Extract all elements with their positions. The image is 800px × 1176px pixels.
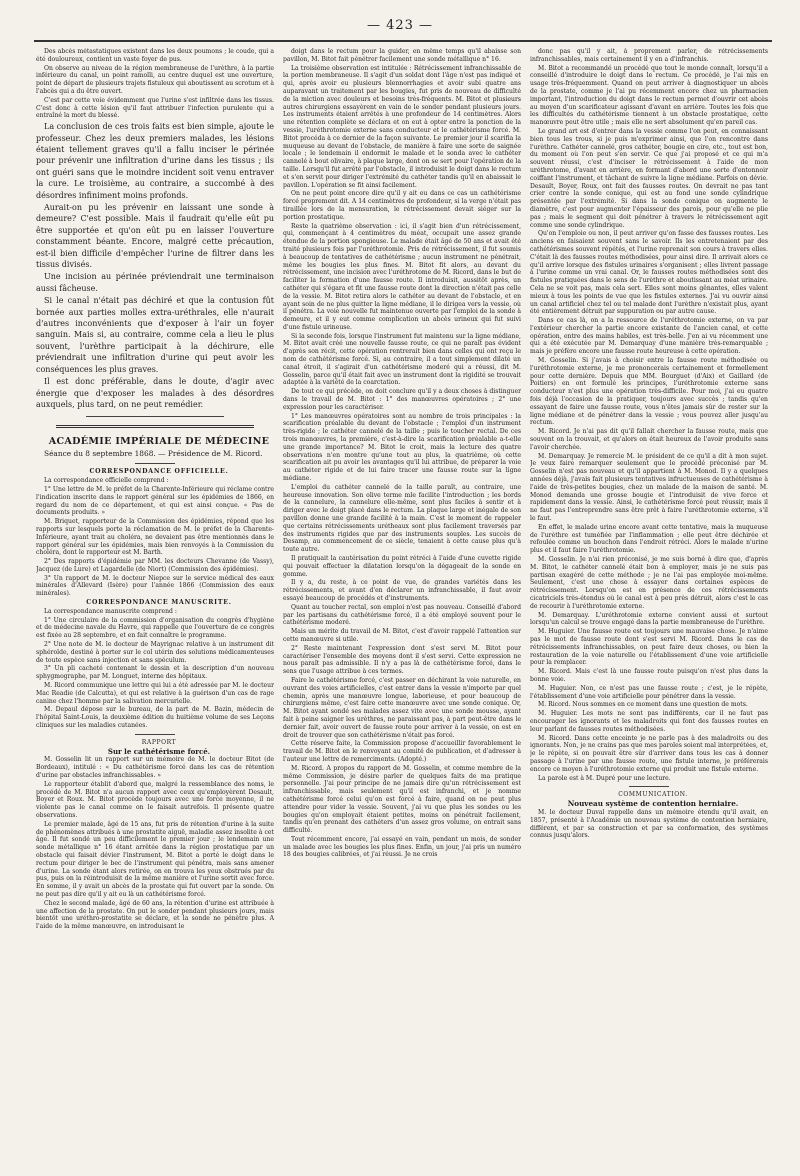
paragraph: C'est par cette voie évidemment que l'urine s'est infiltrée dans les tissus. C'est donc à cette lésion qu'il faut attribuer l'infection purulente qui a entraîné la mort du blessé. (36, 96, 274, 120)
communication-body (530, 809, 768, 840)
paragraph: donc pas qu'il y ait, à proprement parler, de rétrécissements infranchissables, mais certainement il y en a d'infranchis. (530, 48, 768, 63)
column-2-body (283, 48, 521, 859)
paragraph: 1° Les manœuvres opératoires sont au nombre de trois principales : la scarification préalable du devant de l'obstacle ; l'emploi d'un instrument très-rigide ; le cathéter cannelé de la taille ; puis le toucher rectal. De ces trois manœuvres, la première, c'est-à-dire la scarification préalable a-t-elle une grande importance? M. Bitot le croit, mais la lecture des quatre observations n'en montre qu'une tout au plus, la quatrième, où cette scarification ait pu avoir les avantages qu'il lui attribue, de préparer la voie au cathéter rigide et de lui faire tracer une fausse route sur la ligne médiane. (283, 412, 521, 483)
report-label: RAPPORT (141, 738, 177, 746)
report-body (36, 756, 274, 931)
paragraph: 3° Un rapport de M. le docteur Niepce sur le service médical des eaux minérales d'Allevard (Isère) pour l'année 1866 (Commission des eaux minérales). (36, 574, 274, 598)
short-rule (135, 734, 175, 735)
paragraph: M. Bitot a recommandé un procédé que tout le monde connaît, lorsqu'il a conseillé d'introduire le doigt dans le rectum. Ce procédé, je l'ai mis en usage très-fréquemment. Quand on peut arriver à diagnostiquer un abcès de la prostate, comme je l'ai pu récemment encore chez un pharmacien important, l'introduction du doigt dans le rectum permet d'ouvrir cet abcès au moyen d'un scarificateur agissant d'avant en arrière. Toutes les fois que les difficultés du cathétérisme tiennent à un obstacle prostatique, cette manœuvre peut être utile ; mais elle ne sert absolument qu'en pareil cas. (530, 64, 768, 127)
paragraph: M. Huguier. Non, ce n'est pas une fausse route ; c'est, je le répète, l'établissement d'une voie artificielle pour pénétrer dans la vessie. (530, 684, 768, 700)
paragraph: M. Ricord communique une lettre qui lui a été adressée par M. le docteur Mac Readie (de Calcutta), et qui est relative à la guérison d'un cas de rage canine chez l'homme par la salivation mercurielle. (36, 682, 274, 705)
paragraph: En effet, le malade urine encore avant cette tentative, mais la muqueuse de l'urèthre est tuméfiée par l'inflammation ; elle peut être déchirée et refoulée comme un bouchon dans l'endroit rétréci. Alors le malade n'urine plus et il faut faire l'uréthrotomie. (530, 523, 768, 555)
double-divider (56, 425, 254, 428)
paragraph: M. Ricord. Dans cette enceinte je ne parle pas à des maladroits ou des ignorants. Non, je ne crains pas que mes paroles soient mal interprétées, et, je le répète, si on pouvait être sûr d'arriver dans tous les cas à donner passage à l'urine par une fausse route, une fistule interne, je préférerais encore ce moyen à l'uréthrotomie externe qui produit une fistule externe. (530, 734, 768, 773)
paragraph: Il pratiquait la cautérisation du point rétréci à l'aide d'une cuvette rigide qui pouvait effectuer la dilatation lorsqu'on la dégageait de la sonde en gomme. (283, 555, 521, 578)
communication-heading: COMMUNICATION. (618, 791, 688, 799)
column-2 (283, 48, 521, 1168)
paragraph: Aurait-on pu les prévenir en laissant une sonde à demeure? C'est possible. Mais il faudrait qu'elle eût pu être supportée et qu'on eût pu en laisser l'ouverture constamment béante. Encore, malgré cette précaution, est-il bien difficile d'empêcher l'urine de filtrer dans les tissus divisés. (36, 203, 274, 270)
official-correspondence-heading: CORRESPONDANCE OFFICIELLE. (89, 468, 229, 476)
column-3-body (530, 48, 768, 782)
paragraph: La correspondance officielle comprend : (44, 477, 169, 485)
paragraph: M. Depaul dépose sur le bureau, de la part de M. Bazin, médecin de l'hôpital Saint-Louis, la deuxième édition du huitième volume de ses Leçons cliniques sur les maladies cutanées. (36, 706, 274, 730)
paragraph: L'emploi du cathéter cannelé de la taille paraît, au contraire, une heureuse innovation. Son olive terme mle facilite l'introduction ; les bords de la cannelure, la cannelure elle-même, sont plus faciles à sentir et à diriger avec le doigt placé dans le rectum. La plaque large et inégale de son pavillon donne une grande facilité à la main. C'est le moment de rappeler que certains rétrécissements urétheaux sont plus facilement traversés par des instruments rigides que par des instruments souples. Les succès de Desamp, au commencement de ce siècle, tenaient à cette cause plus qu'à toute autre. (283, 483, 521, 554)
paragraph: Chez le second malade, âgé de 60 ans, la rétention d'urine est attribuée à une affection de la prostate. On put le sonder pendant plusieurs jours, mais bientôt une uréthro-prostatite se déclare, et la sonde ne pénètre plus. A l'aide de la même manœuvre, en introduisant le (36, 899, 274, 931)
manuscript-correspondence-heading: CORRESPONDANCE MANUSCRITE. (86, 599, 232, 607)
paragraph: Il est donc préférable, dans le doute, d'agir avec énergie que d'exposer les malades à des désordres auxquels, plus tard, on ne peut remédier. (36, 377, 274, 409)
short-rule (135, 463, 175, 464)
paragraph: Qu'on l'emploie ou non, il peut arriver qu'on fasse des fausses routes. Les anciens en faisaient souvent sans le savoir. Ils les entretenaient par des cathétérismes souvent répétés, et l'urine reprenait son cours à travers elles. C'était là des fausses routes méthodisées, pour ainsi dire. Il arrivait alors ce qu'il arrive lorsque des fistules urinaires s'organisent ; elles livrent passage à l'urine comme un vrai canal. Or, le fausses routes méthodisées sont des fistules pratiquées dans le sens de l'urèthre et aboutissant au méat urinaire. Cela ne se voit pas, mais cela sert. Elles sont moins gênantes, elles valent mieux à tous les points de vue que les fistules externes. J'ai vu ouvrir ainsi un canal artificiel chez tel ou tel malade dont l'urèthre n'existait plus, ayant été entièrement détruit par suppuration ou par autre cause. (530, 230, 768, 316)
paragraph: M. Gosselin lit un rapport sur un mémoire de M. le docteur Bitot (de Bordeaux), intitulé : « Du cathétérisme forcé dans les cas de rétention d'urine par obstacles infranchissables. » (36, 756, 274, 780)
paragraph: M. Gosselin. Si j'avais à choisir entre la fausse route méthodisée ou l'uréthrotomie externe, je me prononcerais certainement et formellement pour cette dernière. Depuis que MM. Bourguet (d'Aix) et Gaillard (de Poitiers) en ont formulé les principes, l'uréthrotomie externe sans conducteur n'est plus une opération très-difficile. Pour moi, j'ai eu quatre fois déjà l'occasion de la pratiquer, toujours avec succès ; tandis qu'en essayant de faire une fausse route, vous n'êtes jamais sûr de rester sur la ligne médiane et de pénétrer dans la vessie ; vous pouvez aller jusqu'au rectum. (530, 357, 768, 427)
paragraph: M. Demarquay. L'uréthrotomie externe convient aussi et surtout lorsqu'un calcul se trouve engagé dans la partie membraneuse de l'urèthre. (530, 611, 768, 627)
paragraph: 3° Un pli cacheté contenant le dessin et la description d'un nouveau sphygmographe, par M. Longuet, interne des hôpitaux. (36, 665, 274, 681)
intro-section (36, 48, 274, 120)
paragraph: La conclusion de ces trois faits est bien simple, ajoute le professeur. Chez les deux premiers malades, les lésions étaient tellement graves qu'il a fallu inciser le périnée pour prévenir une infiltration d'urine dans les tissus ; ils ont guéri sans que le moindre incident soit venu entraver la cure. Le troisième, au contraire, a succombé à des désordres infiniment moins profonds. (36, 122, 274, 200)
paragraph: Il y a, du reste, à ce point de vue, de grandes variétés dans les rétrécissements, et avant d'en déclarer un infranchissable, il faut avoir essayé beaucoup de procédés et d'instruments. (283, 579, 521, 602)
manuscript-correspondence (36, 608, 274, 730)
paragraph: M. Demarquay. Je remercie M. le président de ce qu'il a dit à mon sujet. Je veux faire remarquer seulement que le procédé préconisé par M. Gosselin n'est pas nouveau et qu'il appartient à M. Monod. Il y a quelques années déjà, j'avais fait plusieurs tentatives infructueuses de cathétérisme à l'aide de très-petites bougies, chez un malade de la maison de santé. M. Monod demanda une grosse bougie et l'introduisit de vive force et rapidement dans la vessie. Ainsi, le cathétérisme forcé peut réussir, mais il ne faut pas l'entreprendre sans être prêt à faire l'uréthrotomie externe, s'il le faut. (530, 452, 768, 523)
short-rule (629, 786, 669, 787)
paragraph: Si le canal n'était pas déchiré et que la contusion fût bornée aux parties molles extra-uréthrales, elle n'aurait d'autres inconvénients que d'exposer à l'air un foyer sanguin. Mais si, au contraire, comme cela a lieu le plus souvent, l'urèthre participait à la déchirure, elle préviendrait une infiltration d'urine qui peut avoir les conséquences les plus graves. (36, 296, 274, 374)
session-line: Séance du 8 septembre 1868. — Présidence de M. Ricord. (44, 449, 263, 459)
paragraph: 2° Reste maintenant l'expression dont s'est servi M. Bitot pour caractériser l'ensemble des moyens dont il s'est servi. Cette expression ne nous paraît pas admissible. Il n'y a pas là de cathétérisme forcé, dans le sens que l'usage attribue à ces termes. (283, 644, 521, 676)
paragraph: 2° Une note de M. le docteur de Mayrignac relative à un instrument dit sphéroïde, destiné à porter sur le col utérin des solutions médicamenteuses de toute espèce sans injection et sans spéculum. (36, 641, 274, 664)
paragraph: M. Ricord. Nous sommes en ce moment dans une question de mots. (538, 701, 748, 709)
paragraph: La correspondance manuscrite comprend : (44, 607, 177, 615)
report-title: Sur le cathétérisme forcé. (107, 746, 211, 756)
paragraph: M. Ricord. Mais c'est là une fausse route puisqu'on n'est plus dans la bonne voie. (530, 668, 768, 683)
paragraph: La troisième observation est intitulée : Rétrécissement infranchissable de la portion membraneuse. Il s'agit d'un soldat dont l'âge n'est pas indiqué et qui, après avoir eu plusieurs blennorrhagies et avoir subi quatre ans auparavant un traitement par les bougies, fut pris de nouveau de difficulté de la miction avec douleurs et besoins très-fréquents. M. Bitot et plusieurs autres chirurgiens essayèrent en vain de le sonder pendant plusieurs jours. Les instruments étaient arrêtés à une profondeur de 14 centimètres. Alors une rétention complète se déclara et on eut à opter entre la ponction de la vessie, l'uréthrotomie externe sans conducteur et le cathétérisme forcé. M. Bitot procéda à ce dernier de la façon suivante. Le premier jour il scarifia la muqueuse au devant de l'obstacle, de manière à faire une sorte de saignée locale ; le lendemain il endormit le malade et le sonda avec le cathéter cannelé à bout olivaire, à plaque large, dont on se sert pour l'opération de la taille. Lorsqu'il fut arrêté par l'obstacle, il introduisit le doigt dans le rectum et s'en servit pour diriger l'extrémité du cathéter tandis qu'il en abaissait le pavillon. L'opération se fit ainsi facilement. (283, 64, 521, 189)
academy-title: ACADÉMIE IMPÉRIALE DE MÉDECINE (48, 436, 270, 448)
paragraph: Une incision au périnée préviendrait une terminaison aussi fâcheuse. (36, 272, 274, 293)
paragraph: Faire le cathétérisme forcé, c'est passer en déchirant la voie naturelle, en ouvrant des voies artificielles, c'est entrer dans la vessie n'importe par quel chemin, après une manœuvre longue, laborieuse, et pour beaucoup de chirurgiens même, c'est faire cette manœuvre avec une sonde conique. Or, M. Bitot ayant sondé ses malades assez vite avec une sonde mousse, ayant fait à peine saigner les urèthres, ne paraissant pas, à part peut-être dans le dernier fait, avoir ouvert de fausse route pour arriver à la vessie, on est en droit de trouver que son cathétérisme n'était pas forcé. (283, 676, 521, 739)
paragraph: M. Ricord. Je n'ai pas dit qu'il fallait chercher la fausse route, mais que souvent on la trouvait, et qu'alors on était heureux de l'avoir produite sans l'avoir cherchée. (530, 428, 768, 451)
paragraph: De tout ce qui précède, on doit conclure qu'il y a deux choses à distinguer dans le travail de M. Bitot : 1° des manœuvres opératoires ; 2° une expression pour les caractériser. (283, 388, 521, 411)
paragraph: 1° Une lettre de M. le préfet de la Charente-Inférieure qui réclame contre l'indication inscrite dans le rapport général sur les épidémies de 1866, en regard du nom de ce département, et qui est ainsi conçue. « Pas de documents produits. » (36, 485, 274, 517)
paragraph: Le grand art est d'entrer dans la vessie comme l'on peut, en connaissant bien tous les trous, si je puis m'exprimer ainsi, que l'on rencontre dans l'urèthre. Cathéter cannelé, gros cathéter, bougie en cire, etc., tout est bon, du moment où l'on peut s'en servir. Ce que j'ai proposé et ce qui m'a souvent réussi, c'est d'inciser le rétrécissement à l'aide de mon uréthrotome, d'avant en arrière, en formant d'abord une sorte d'entonnoir coiffant l'instrument, et tâchant de suivre la ligne médiane. Parfois on dévie. Desault, Boyer, Roux, ont fait des fausses routes. On devrait ne pas tant crier contre la sonde conique, qui est au fond une sonde cylindrique présentée par l'extrémité. Si dans la sonde conique on augmente le diamètre, c'est pour augmenter l'épaisseur des parois, pour qu'elle ne plie pas ; mais le segment qui doit pénétrer à travers le rétrécissement agit comme une sonde cylindrique. (530, 127, 768, 229)
section-divider (86, 416, 224, 417)
paragraph: doigt dans le rectum pour la guider, en même temps qu'il abaisse son pavillon, M. Bitot fait pénétrer facilement une sonde métallique n° 16. (283, 48, 521, 63)
top-rule (34, 40, 772, 42)
paragraph: M. Ricord. A propos du rapport de M. Gosselin, et comme membre de la même Commission, je désire parler de quelques faits de ma pratique personnelle. J'ai pour principe de ne jamais dire qu'un rétrécissement est infranchissable, mais seulement qu'il est infranchi, et je nomme cathétérisme forcé celui qu'on est forcé à faire, quand on ne peut plus attendre pour vider la vessie. Souvent, j'ai vu que plus les sondes ou les bougies qu'on employait étaient petites, moins on pénétrait facilement, tandis qu'en prenant des cathéters d'un assez gros volume, on entrait sans difficulté. (283, 764, 521, 835)
paragraph: 2° Des rapports d'épidémie par MM. les docteurs Chevanne (de Vassy), Jacquez (de Lure) et Lagardelle (de Niort) (Commission des épidémies). (36, 558, 274, 573)
communication-title: Nouveau système de contention herniaire. (567, 799, 739, 809)
page-number: — 423 — (366, 18, 434, 33)
column-3 (530, 48, 768, 1168)
paragraph: Dans ce cas là, on a la ressource de l'uréthrotomie externe, on va par l'extérieur chercher la partie encore existante de l'ancien canal, et cette opération, entre des mains habiles, est très-belle. J'en ai vu récemment une qui a été exécutée par M. Demarquay d'une manière très-remarquable ; mais je préfère encore une fausse route heureuse à cette opération. (530, 317, 768, 356)
paragraph: Des abcès métastatiques existent dans les deux poumons ; le coude, qui a été douloureux, contient un vaste foyer de pus. (36, 48, 274, 63)
conclusion-section (36, 121, 274, 410)
paragraph: On ne peut point encore dire qu'il y ait eu dans ce cas un cathétérisme forcé proprement dit. A 14 centimètres de profondeur, si la verge n'était pas tiraillée lors de la mensuration, le rétrécissement devait siéger sur la portion prostatique. (283, 190, 521, 221)
paragraph: M. Gosselin. Je n'ai rien préconisé, je me suis borné à dire que, d'après M. Bitot, le cathéter cannelé était bon à employer, mais je ne suis pas partisan exagéré de cette méthode ; je ne l'ai pas employée moi-même. Seulement, c'est une chose à essayer dans certaines espèces de rétrécissement. Lorsqu'on est en présence de ces rétrécissements cicatriciels très-étendus où le canal est à peu près détruit, alors c'est le cas de recourir à l'uréthrotomie externe. (530, 556, 768, 610)
paragraph: M. le docteur Duval rappelle dans un mémoire étendu qu'il avait, en 1857, présenté à l'Académie un nouveau système de contention herniaire, différent, et par sa construction et par sa conformation, des systèmes connus jusqu'alors. (530, 808, 768, 840)
paragraph: Le premier malade, âgé de 15 ans, fut pris de rétention d'urine à la suite de phénomènes attribués à une prostatite aiguë, maladie assez insolite à cet âge. Il fut sondé un peu difficilement le premier jour ; le lendemain une sonde métallique n° 16 étant arrêtée dans la région prostatique par un obstacle qui faisait dévier l'instrument, M. Bitot a porté le doigt dans le rectum pour diriger le bec de l'instrument qui pénétra, mais sans amener d'urine. La sonde étant alors retirée, on en trouva les yeux obstrués par du pus, puis on la réintroduisit de la même manière et l'urine sortit avec force. En somme, il y avait un abcès de la prostate qui fut ouvert par la sonde. On ne peut pas dire qu'il y ait eu là un cathétérisme forcé. (36, 820, 274, 898)
paragraph: Reste la quatrième observation : ici, il s'agit bien d'un rétrécissement, qui, commençant à 4 centimètres du méat, occupait une assez grande étendue de la portion spongieuse. Le malade était âgé de 50 ans et avait été traité plusieurs fois par l'uréthrotomie. Pris de rétrécissement, il fut soumis à beaucoup de tentatives de cathétérisme ; aucun instrument ne pénétrait, même les bougies les plus fines. M. Bitot fit alors, au devant du rétrécissement, une incision avec l'uréthrotome de M. Ricord, dans le but de faciliter la formation d'une fausse route. Il introduisit, aussitôt après, un cathéter qui s'égara et fit une fausse route dont la direction n'était pas celle de la vessie. M. Bitot retira alors le cathéter au devant de l'obstacle, et en ayant soin de ne plus quitter la ligne médiane, il le dirigea vers la vessie, où il pénétra. La voie nouvelle fut maintenue ouverte par l'emploi de la sonde à demeure, et il y eut comme complication un abcès urineux qui fut suivi d'une fistule urineuse. (283, 222, 521, 331)
paragraph: Quant au toucher rectal, son emploi n'est pas nouveau. Conseillé d'abord par les partisans du cathétérisme forcé, il a été employé souvent pour le cathétérisme moderé. (283, 603, 521, 627)
paragraph: M. Briquet, rapporteur de la Commission des épidémies, répond que les rapports sur lesquels porte la réclamation de M. le préfet de la Charente-Inférieure, ayant trait au choléra, ne devaient pas être mentionnés dans le rapport général sur les épidémies, mais bien renvoyés à la Commission du choléra, dont le rapporteur est M. Barth. (36, 518, 274, 557)
paragraph: Cette réserve faite, la Commission propose d'accueillir favorablement le travail de M. Bitot en le renvoyant au comité de publication, et d'adresser à l'auteur une lettre de remerciments. (Adopté.) (283, 740, 521, 763)
paragraph: M. Huguier. Les mots ne sont pas indifférents, car il ne faut pas encourager les ignorants et les maladroits qui font des fausses routes en leur parlant de fausses routes méthodisées. (530, 710, 768, 733)
paragraph: Mais un mérite du travail de M. Bitot, c'est d'avoir rappelé l'attention sur cette manœuvre si utile. (283, 628, 521, 643)
column-1 (36, 48, 274, 1168)
paragraph: Tout récemment encore, j'ai essayé en vain, pendant un mois, de sonder un malade avec les bougies les plus fines. Enfin, un jour, j'ai pris un numéro 18 des bougies calibrées, et j'ai réussi. Je ne crois (283, 835, 521, 859)
paragraph: 1° Une circulaire de la commission d'organisation du congrès d'hygiène et de médecine navale du Havre, qui rappelle que l'ouverture de ce congrès est fixée au 28 septembre, et en fait connaître le programme. (36, 616, 274, 640)
official-correspondence (36, 477, 274, 598)
paragraph: M. Huguier. Une fausse route est toujours une mauvaise chose. Je n'aime pas le mot de fausse route dont s'est servi M. Ricord. Dans le cas de rétrécissements infranchissables, on peut faire deux choses, ou bien la restauration de la voie naturelle ou l'établissement d'une voie artificielle pour la remplacer. (530, 628, 768, 667)
paragraph: Le rapporteur établit d'abord que, malgré la ressemblance des noms, le procédé de M. Bitot n'a aucun rapport avec ceux qu'employèrent Desault, Boyer et Roux. M. Bitot procède toujours avec une force moyenne, il ne violente pas le canal comme on le faisait autrefois. Il présente quatre observations. (36, 780, 274, 819)
paragraph: La parole est à M. Dupré pour une lecture. (538, 774, 671, 782)
paragraph: On observe au niveau de la région membraneuse de l'urèthre, à la partie inférieure du canal, un point ramolli, au centre duquel est une ouverture, point de départ de plusieurs trajets fistuleux qui aboutissent au scrotum et à l'abcès qui a du être ouvert. (36, 64, 274, 95)
paragraph: Si la seconde fois, lorsque l'instrument fut maintenu sur la ligne médiane, M. Bitot avait créé une nouvelle fausse route, ce qui ne paraît pas évident d'après son récit, cette opération rentrerait bien dans celles qui ont reçu le nom de cathétérisme forcé. Si, au contraire, il a tout simplement dilaté un canal étroit, il s'agirait d'un cathétérisme moderé qui a réussi, dit M. Gosselin, parce qu'il était fait avec un instrument dont la rigidité se trouvait adaptée à la variété de la coarctation. (283, 332, 521, 387)
